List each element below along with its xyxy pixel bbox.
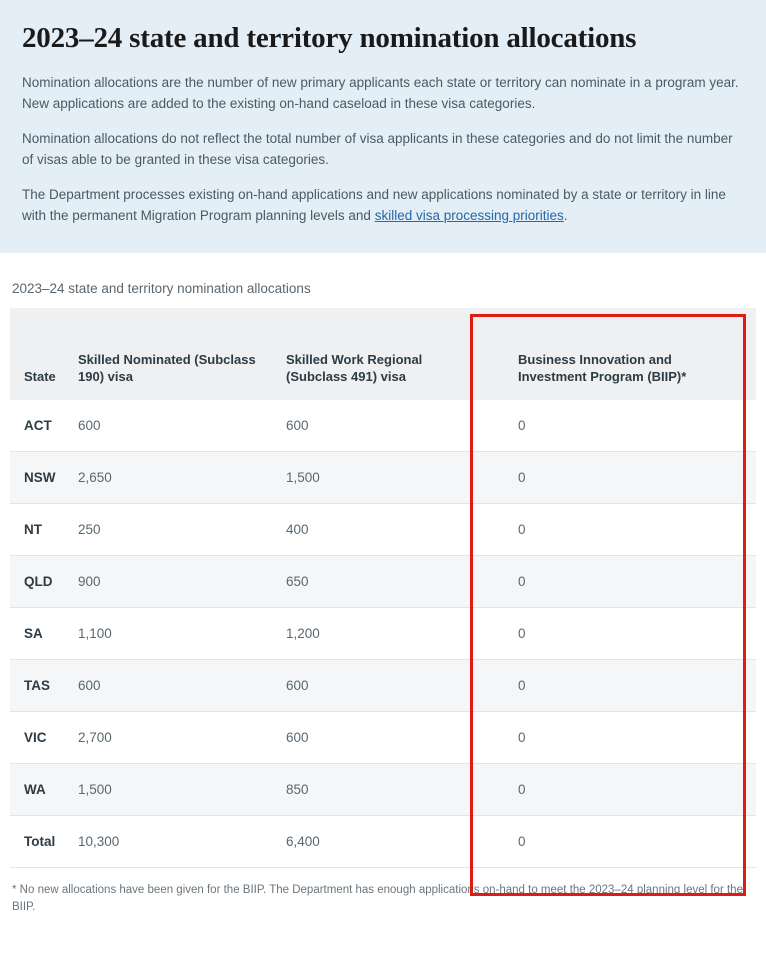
cell-subclass-491: 650 bbox=[274, 555, 492, 607]
column-header-subclass-190: Skilled Nominated (Subclass 190) visa bbox=[66, 308, 274, 400]
table-row-total bbox=[10, 815, 756, 867]
cell-subclass-491: 600 bbox=[274, 400, 492, 452]
cell-biip: 0 bbox=[492, 815, 756, 867]
cell-biip: 0 bbox=[492, 607, 756, 659]
cell-subclass-491: 6,400 bbox=[274, 815, 492, 867]
cell-state: WA bbox=[10, 763, 66, 815]
cell-state: TAS bbox=[10, 659, 66, 711]
table-row bbox=[10, 607, 756, 659]
cell-subclass-491: 600 bbox=[274, 711, 492, 763]
cell-subclass-190: 2,700 bbox=[66, 711, 274, 763]
intro-banner bbox=[0, 0, 766, 253]
cell-state: QLD bbox=[10, 555, 66, 607]
cell-subclass-190: 900 bbox=[66, 555, 274, 607]
cell-biip: 0 bbox=[492, 400, 756, 452]
cell-state: ACT bbox=[10, 400, 66, 452]
table-row bbox=[10, 400, 756, 452]
cell-biip: 0 bbox=[492, 451, 756, 503]
cell-state: NSW bbox=[10, 451, 66, 503]
table-footnote: * No new allocations have been given for the BIIP. The Department has enough applications on-hand to meet the 2023–24 planning level for the BIIP. bbox=[12, 883, 743, 914]
intro-paragraph-1: Nomination allocations are the number of new primary applicants each state or territory can nominate in a program year. New applications are added to the existing on-hand caseload in these visa categories. bbox=[22, 75, 739, 112]
allocations-table bbox=[10, 308, 756, 868]
cell-subclass-190: 2,650 bbox=[66, 451, 274, 503]
table-caption: 2023–24 state and territory nomination allocations bbox=[12, 280, 311, 296]
cell-state: VIC bbox=[10, 711, 66, 763]
cell-biip: 0 bbox=[492, 763, 756, 815]
intro-paragraph-3-prefix: The Department processes existing on-hand applications and new applications nominated by a state or territory in line with the permanent Migration Program planning levels and bbox=[22, 187, 726, 223]
cell-biip: 0 bbox=[492, 659, 756, 711]
intro-paragraph-3 bbox=[22, 185, 744, 227]
cell-biip: 0 bbox=[492, 503, 756, 555]
cell-subclass-491: 1,500 bbox=[274, 451, 492, 503]
table-row bbox=[10, 503, 756, 555]
cell-subclass-190: 250 bbox=[66, 503, 274, 555]
column-header-subclass-491: Skilled Work Regional (Subclass 491) visa bbox=[274, 308, 492, 400]
cell-subclass-190: 1,100 bbox=[66, 607, 274, 659]
cell-biip: 0 bbox=[492, 555, 756, 607]
cell-subclass-190: 1,500 bbox=[66, 763, 274, 815]
table-row bbox=[10, 451, 756, 503]
table-row bbox=[10, 659, 756, 711]
cell-subclass-190: 600 bbox=[66, 400, 274, 452]
cell-state: Total bbox=[10, 815, 66, 867]
table-row bbox=[10, 711, 756, 763]
cell-subclass-491: 1,200 bbox=[274, 607, 492, 659]
cell-biip: 0 bbox=[492, 711, 756, 763]
skilled-visa-processing-priorities-link[interactable]: skilled visa processing priorities bbox=[374, 207, 564, 223]
intro-paragraph-2: Nomination allocations do not reflect the total number of visa applicants in these categories and do not limit the number of visas able to be granted in these visa categories. bbox=[22, 131, 733, 168]
cell-subclass-491: 850 bbox=[274, 763, 492, 815]
allocations-table-section bbox=[0, 281, 766, 868]
column-header-state: State bbox=[10, 308, 66, 400]
intro-paragraph-3-suffix: . bbox=[563, 207, 568, 223]
cell-subclass-190: 10,300 bbox=[66, 815, 274, 867]
cell-state: NT bbox=[10, 503, 66, 555]
cell-subclass-190: 600 bbox=[66, 659, 274, 711]
column-header-biip: Business Innovation and Investment Program (BIIP)* bbox=[492, 308, 756, 400]
table-row bbox=[10, 555, 756, 607]
cell-subclass-491: 600 bbox=[274, 659, 492, 711]
page-title: 2023–24 state and territory nomination allocations bbox=[22, 22, 637, 54]
cell-state: SA bbox=[10, 607, 66, 659]
cell-subclass-491: 400 bbox=[274, 503, 492, 555]
table-header-row bbox=[10, 308, 756, 400]
table-body bbox=[10, 400, 756, 868]
table-header bbox=[10, 308, 756, 400]
table-row bbox=[10, 763, 756, 815]
